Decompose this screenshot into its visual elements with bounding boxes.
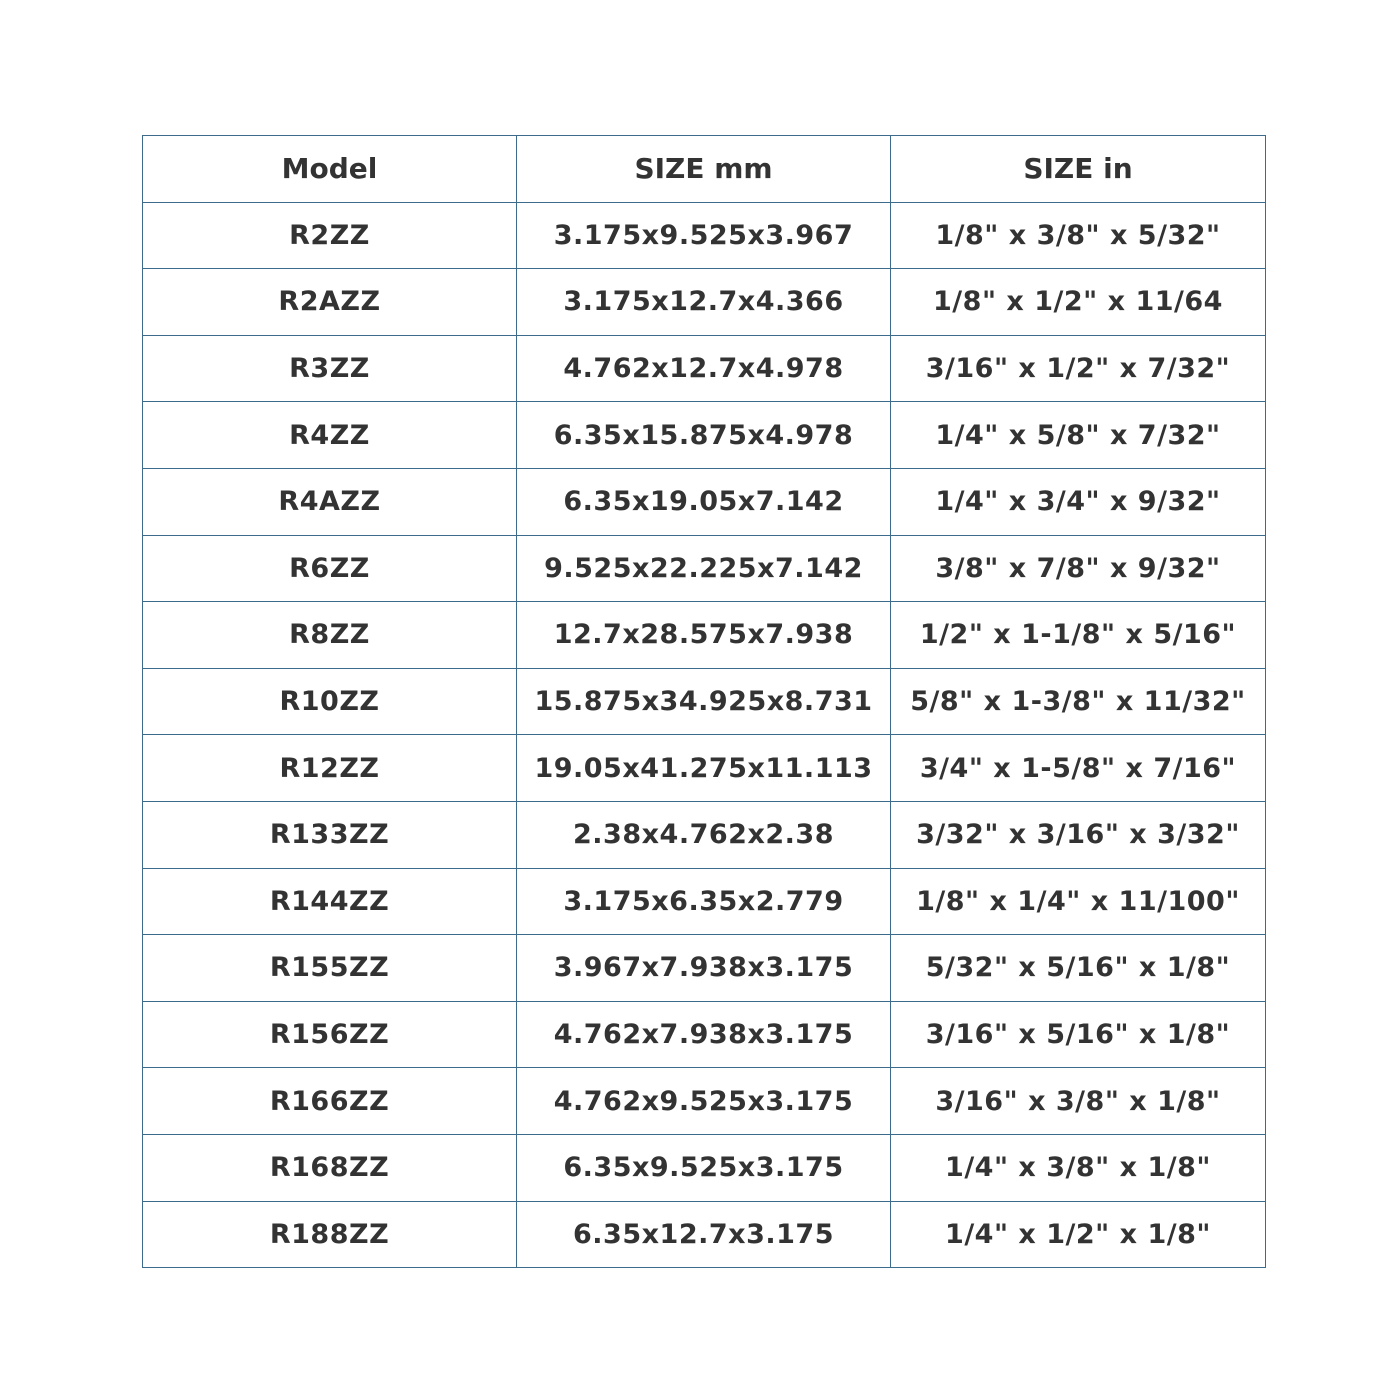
cell-model: R8ZZ xyxy=(143,602,517,669)
table-row xyxy=(143,602,1266,669)
cell-size-mm: 6.35x9.525x3.175 xyxy=(517,1134,891,1201)
table-row xyxy=(143,868,1266,935)
cell-model: R4ZZ xyxy=(143,402,517,469)
bearing-size-table xyxy=(142,135,1266,1268)
cell-size-mm: 3.967x7.938x3.175 xyxy=(517,935,891,1002)
cell-model: R10ZZ xyxy=(143,668,517,735)
cell-model: R2AZZ xyxy=(143,269,517,336)
cell-size-in: 1/4" x 3/4" x 9/32" xyxy=(891,468,1266,535)
table-row xyxy=(143,1001,1266,1068)
table-row xyxy=(143,801,1266,868)
cell-size-in: 1/8" x 1/4" x 11/100" xyxy=(891,868,1266,935)
cell-model: R168ZZ xyxy=(143,1134,517,1201)
cell-model: R156ZZ xyxy=(143,1001,517,1068)
cell-size-mm: 6.35x12.7x3.175 xyxy=(517,1201,891,1268)
table-row xyxy=(143,668,1266,735)
cell-size-in: 1/4" x 5/8" x 7/32" xyxy=(891,402,1266,469)
cell-size-in: 1/4" x 3/8" x 1/8" xyxy=(891,1134,1266,1201)
table-row xyxy=(143,735,1266,802)
table-row xyxy=(143,1201,1266,1268)
cell-size-mm: 3.175x6.35x2.779 xyxy=(517,868,891,935)
table-row xyxy=(143,202,1266,269)
cell-size-in: 5/32" x 5/16" x 1/8" xyxy=(891,935,1266,1002)
header-size-mm: SIZE mm xyxy=(517,136,891,203)
table-row xyxy=(143,1068,1266,1135)
table-body xyxy=(143,202,1266,1268)
cell-size-in: 3/16" x 3/8" x 1/8" xyxy=(891,1068,1266,1135)
header-model: Model xyxy=(143,136,517,203)
cell-size-mm: 6.35x15.875x4.978 xyxy=(517,402,891,469)
cell-size-mm: 4.762x12.7x4.978 xyxy=(517,335,891,402)
table-row xyxy=(143,269,1266,336)
cell-size-in: 1/2" x 1-1/8" x 5/16" xyxy=(891,602,1266,669)
cell-size-mm: 15.875x34.925x8.731 xyxy=(517,668,891,735)
cell-size-in: 1/8" x 1/2" x 11/64 xyxy=(891,269,1266,336)
table-row xyxy=(143,402,1266,469)
table-row xyxy=(143,468,1266,535)
cell-size-mm: 19.05x41.275x11.113 xyxy=(517,735,891,802)
cell-model: R133ZZ xyxy=(143,801,517,868)
cell-model: R6ZZ xyxy=(143,535,517,602)
cell-model: R4AZZ xyxy=(143,468,517,535)
cell-size-mm: 12.7x28.575x7.938 xyxy=(517,602,891,669)
cell-size-in: 1/4" x 1/2" x 1/8" xyxy=(891,1201,1266,1268)
table-row xyxy=(143,935,1266,1002)
cell-size-mm: 3.175x9.525x3.967 xyxy=(517,202,891,269)
cell-model: R188ZZ xyxy=(143,1201,517,1268)
cell-size-mm: 2.38x4.762x2.38 xyxy=(517,801,891,868)
cell-size-in: 1/8" x 3/8" x 5/32" xyxy=(891,202,1266,269)
cell-model: R12ZZ xyxy=(143,735,517,802)
cell-size-in: 3/16" x 1/2" x 7/32" xyxy=(891,335,1266,402)
cell-size-in: 3/32" x 3/16" x 3/32" xyxy=(891,801,1266,868)
cell-size-mm: 9.525x22.225x7.142 xyxy=(517,535,891,602)
cell-size-mm: 4.762x7.938x3.175 xyxy=(517,1001,891,1068)
cell-size-mm: 3.175x12.7x4.366 xyxy=(517,269,891,336)
cell-model: R2ZZ xyxy=(143,202,517,269)
cell-size-mm: 4.762x9.525x3.175 xyxy=(517,1068,891,1135)
table-row xyxy=(143,335,1266,402)
table-row xyxy=(143,1134,1266,1201)
table-row xyxy=(143,535,1266,602)
cell-model: R155ZZ xyxy=(143,935,517,1002)
cell-size-in: 3/8" x 7/8" x 9/32" xyxy=(891,535,1266,602)
cell-size-mm: 6.35x19.05x7.142 xyxy=(517,468,891,535)
cell-model: R144ZZ xyxy=(143,868,517,935)
cell-size-in: 3/16" x 5/16" x 1/8" xyxy=(891,1001,1266,1068)
cell-model: R166ZZ xyxy=(143,1068,517,1135)
cell-size-in: 3/4" x 1-5/8" x 7/16" xyxy=(891,735,1266,802)
cell-model: R3ZZ xyxy=(143,335,517,402)
header-size-in: SIZE in xyxy=(891,136,1266,203)
cell-size-in: 5/8" x 1-3/8" x 11/32" xyxy=(891,668,1266,735)
table-header-row xyxy=(143,136,1266,203)
